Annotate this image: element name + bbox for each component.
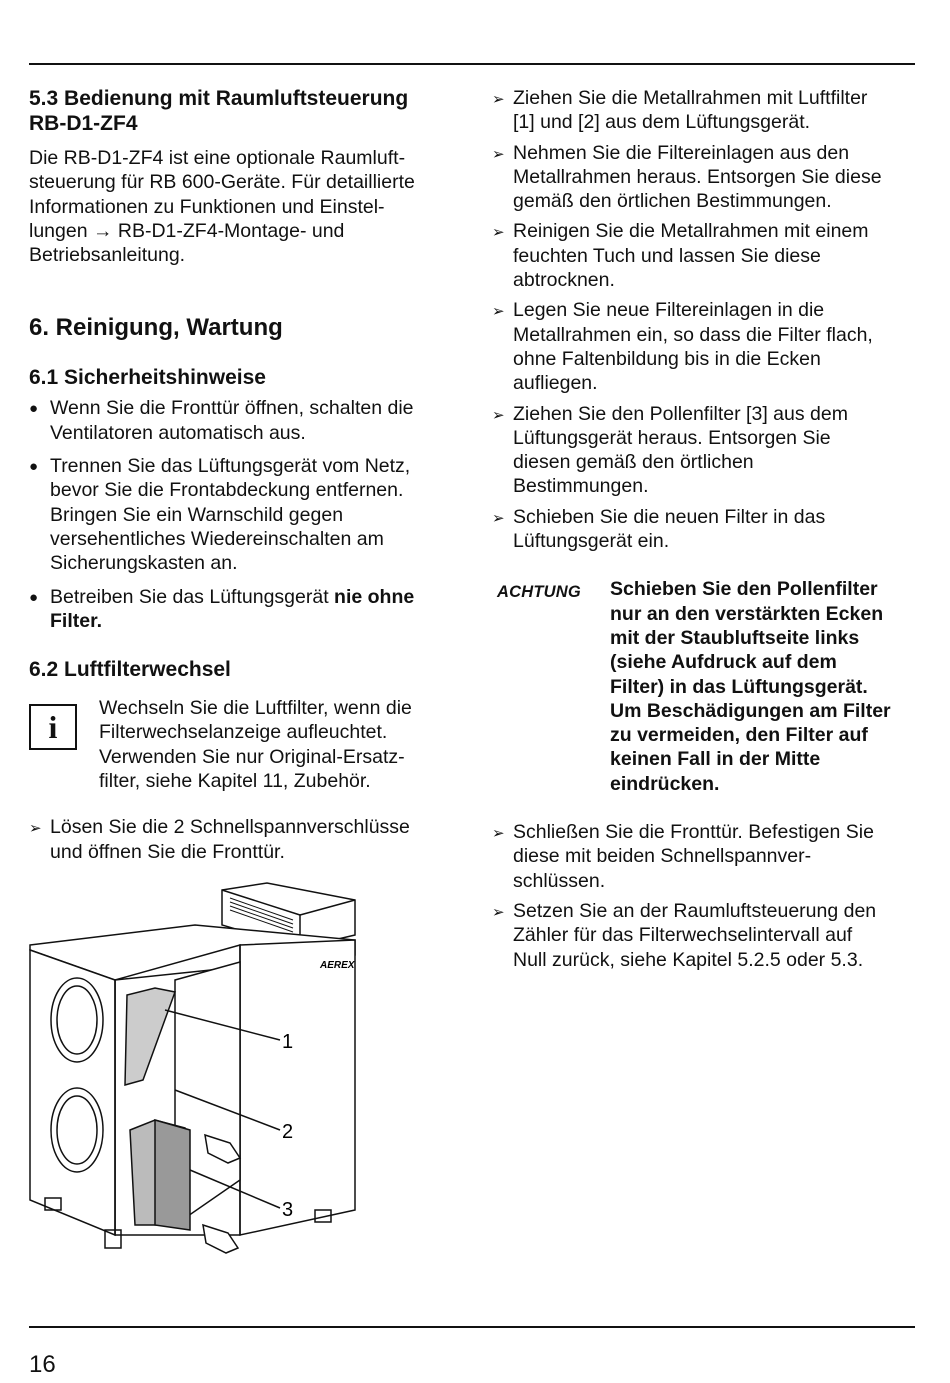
steps-top [492,86,917,553]
text-line: gemäß den örtlichen Bestimmungen. [513,190,832,213]
warning-block [492,577,917,796]
text-line: Schließen Sie die Fronttür. Befestigen Sie [513,821,874,844]
text-line: filter, siehe Kapitel 11, Zubehör. [99,770,371,793]
heading-line: RB-D1-ZF4 [29,112,138,135]
text-line: Lüftungsgerät heraus. Entsorgen Sie [513,426,831,449]
step-text [513,141,917,214]
top-rule [29,63,915,65]
dot-icon: ● [29,588,39,606]
step-item [492,402,917,499]
text-line: Metallrahmen ein, so dass die Filter flach, [513,323,873,346]
text-line: zu vermeiden, den Filter auf [610,724,868,747]
text-line: Bringen Sie ein Warnschild gegen [50,503,344,526]
text-line: eindrücken. [610,772,720,795]
step-item [29,815,459,864]
info-note [29,696,459,793]
page-number: 16 [29,1351,56,1378]
bullet-bold-text: Filter. [50,609,103,632]
text-line: versehentliches Wiedereinschalten am [50,527,384,550]
bullet-item [29,585,459,634]
dot-icon: ● [29,400,39,418]
section-5-3-body [29,146,459,267]
arrowhead-icon: ➢ [492,145,505,163]
text-line: Ziehen Sie die Metallrahmen mit Luftfilter [513,87,868,109]
section-6-heading: 6. Reinigung, Wartung [29,314,283,342]
text-line: schlüssen. [513,869,606,892]
text-line: Um Beschädigungen am Filter [610,699,891,722]
step-item [492,86,917,135]
text-line: diesen gemäß den örtlichen [513,451,754,474]
text-line: Wenn Sie die Fronttür öffnen, schalten die [50,397,414,420]
text-line: Schieben Sie den Pollenfilter [610,578,878,601]
step-item [492,505,917,554]
step-text [513,219,917,292]
text-line: steuerung für RB 600-Geräte. Für detaillierte [29,171,415,194]
warning-label: ACHTUNG [497,583,581,602]
text-line: Betriebsanleitung. [29,244,186,267]
warning-text [610,577,917,796]
text-line: mit der Staubluftseite links [610,626,860,649]
text-line: Nehmen Sie die Filtereinlagen aus den [513,141,850,164]
text-line: Filterwechselanzeige aufleuchtet. [99,721,388,744]
text-line: bevor Sie die Frontabdeckung entfernen. [50,479,404,502]
text-line: Metallrahmen heraus. Entsorgen Sie diese [513,165,882,188]
arrowhead-icon: ➢ [492,406,505,424]
section-6-2-heading: 6.2 Luftfilterwechsel [29,658,231,682]
bullet-text [50,396,459,445]
arrowhead-icon: ➢ [492,303,505,321]
step-item [492,298,917,395]
callout-1: 1 [282,1031,294,1053]
text-line: diese mit beiden Schnellspannver- [513,845,812,868]
ventilation-unit-drawing [25,880,380,1280]
text-line: Bestimmungen. [513,475,649,498]
bullet-item [29,454,459,575]
text-line: abtrocknen. [513,269,615,292]
step-text [513,899,917,972]
arrowhead-icon: ➢ [492,91,505,108]
steps-bottom [492,820,917,972]
bullet-bold-text: nie ohne [334,585,415,608]
brand-label: AEREX [320,960,355,971]
section-5-3-heading [29,86,459,136]
callout-3: 3 [282,1199,294,1221]
arrowhead-icon: ➢ [492,509,505,527]
bullet-text [50,454,459,575]
text-line: Ventilatoren automatisch aus. [50,421,306,444]
step-item [492,141,917,214]
text-line: keinen Fall in der Mitte [610,748,821,771]
device-illustration [25,880,380,1280]
text-line: Lüftungsgerät ein. [513,530,670,553]
info-icon [29,704,77,750]
bottom-rule [29,1326,915,1328]
bullet-item [29,396,459,445]
callout-2: 2 [282,1121,294,1143]
safety-bullets [29,396,459,575]
text-line: Schieben Sie die neuen Filter in das [513,505,826,528]
text-line: Sicherungskasten an. [50,552,238,575]
step-text [513,298,917,395]
section-6-1-heading: 6.1 Sicherheitshinweise [29,366,266,390]
text-line: ohne Faltenbildung bis in die Ecken [513,347,821,370]
text-line: Setzen Sie an der Raumluftsteuerung den [513,899,877,922]
step-item [492,820,917,893]
text-line: Verwenden Sie nur Original-Ersatz- [99,745,405,768]
step-text [513,86,917,135]
text-line: Null zurück, siehe Kapitel 5.2.5 oder 5.3. [513,948,864,971]
text-line: Lösen Sie die 2 Schnellspannverschlüsse [50,816,410,839]
arrowhead-icon: ➢ [492,903,505,921]
text-line: Ziehen Sie den Pollenfilter [3] aus dem [513,402,848,425]
text-line: Informationen zu Funktionen und Einstel- [29,195,385,218]
arrowhead-icon: ➢ [492,825,505,843]
text-line: feuchten Tuch und lassen Sie diese [513,244,821,267]
step-item [492,899,917,972]
step-item [492,219,917,292]
step-text [50,815,459,864]
step-text [513,402,917,499]
step-text [513,505,917,554]
text-line: nur an den verstärkten Ecken [610,602,884,625]
text-line: Filter) in das Lüftungsgerät. [610,675,868,698]
arrowhead-icon: ➢ [492,224,505,242]
text-line: Zähler für das Filterwechselintervall auf [513,924,853,947]
info-text [99,696,459,793]
arrowhead-icon: ➢ [29,820,42,838]
text-line: Wechseln Sie die Luftfilter, wenn die [99,697,412,720]
bullet-text: Betreiben Sie das Lüftungsgerät [50,585,335,608]
heading-line: 5.3 Bedienung mit Raumluftsteuerung [29,87,409,110]
right-column [492,86,917,972]
text-line: und öffnen Sie die Fronttür. [50,840,285,863]
left-column [29,86,459,864]
text-line: (siehe Aufdruck auf dem [610,651,837,674]
text-line: aufliegen. [513,372,598,395]
dot-icon: ● [29,458,39,476]
text-line: Die RB-D1-ZF4 ist eine optionale Raumluft- [29,147,406,169]
step-text [513,820,917,893]
text-line: Trennen Sie das Lüftungsgerät vom Netz, [50,455,411,478]
text-line: lungen → RB-D1-ZF4-Montage- und [29,219,345,242]
text-line: Legen Sie neue Filtereinlagen in die [513,299,825,322]
text-line: [1] und [2] aus dem Lüftungsgerät. [513,111,811,134]
text-line: Reinigen Sie die Metallrahmen mit einem [513,220,869,243]
info-glyph: i [48,709,58,745]
